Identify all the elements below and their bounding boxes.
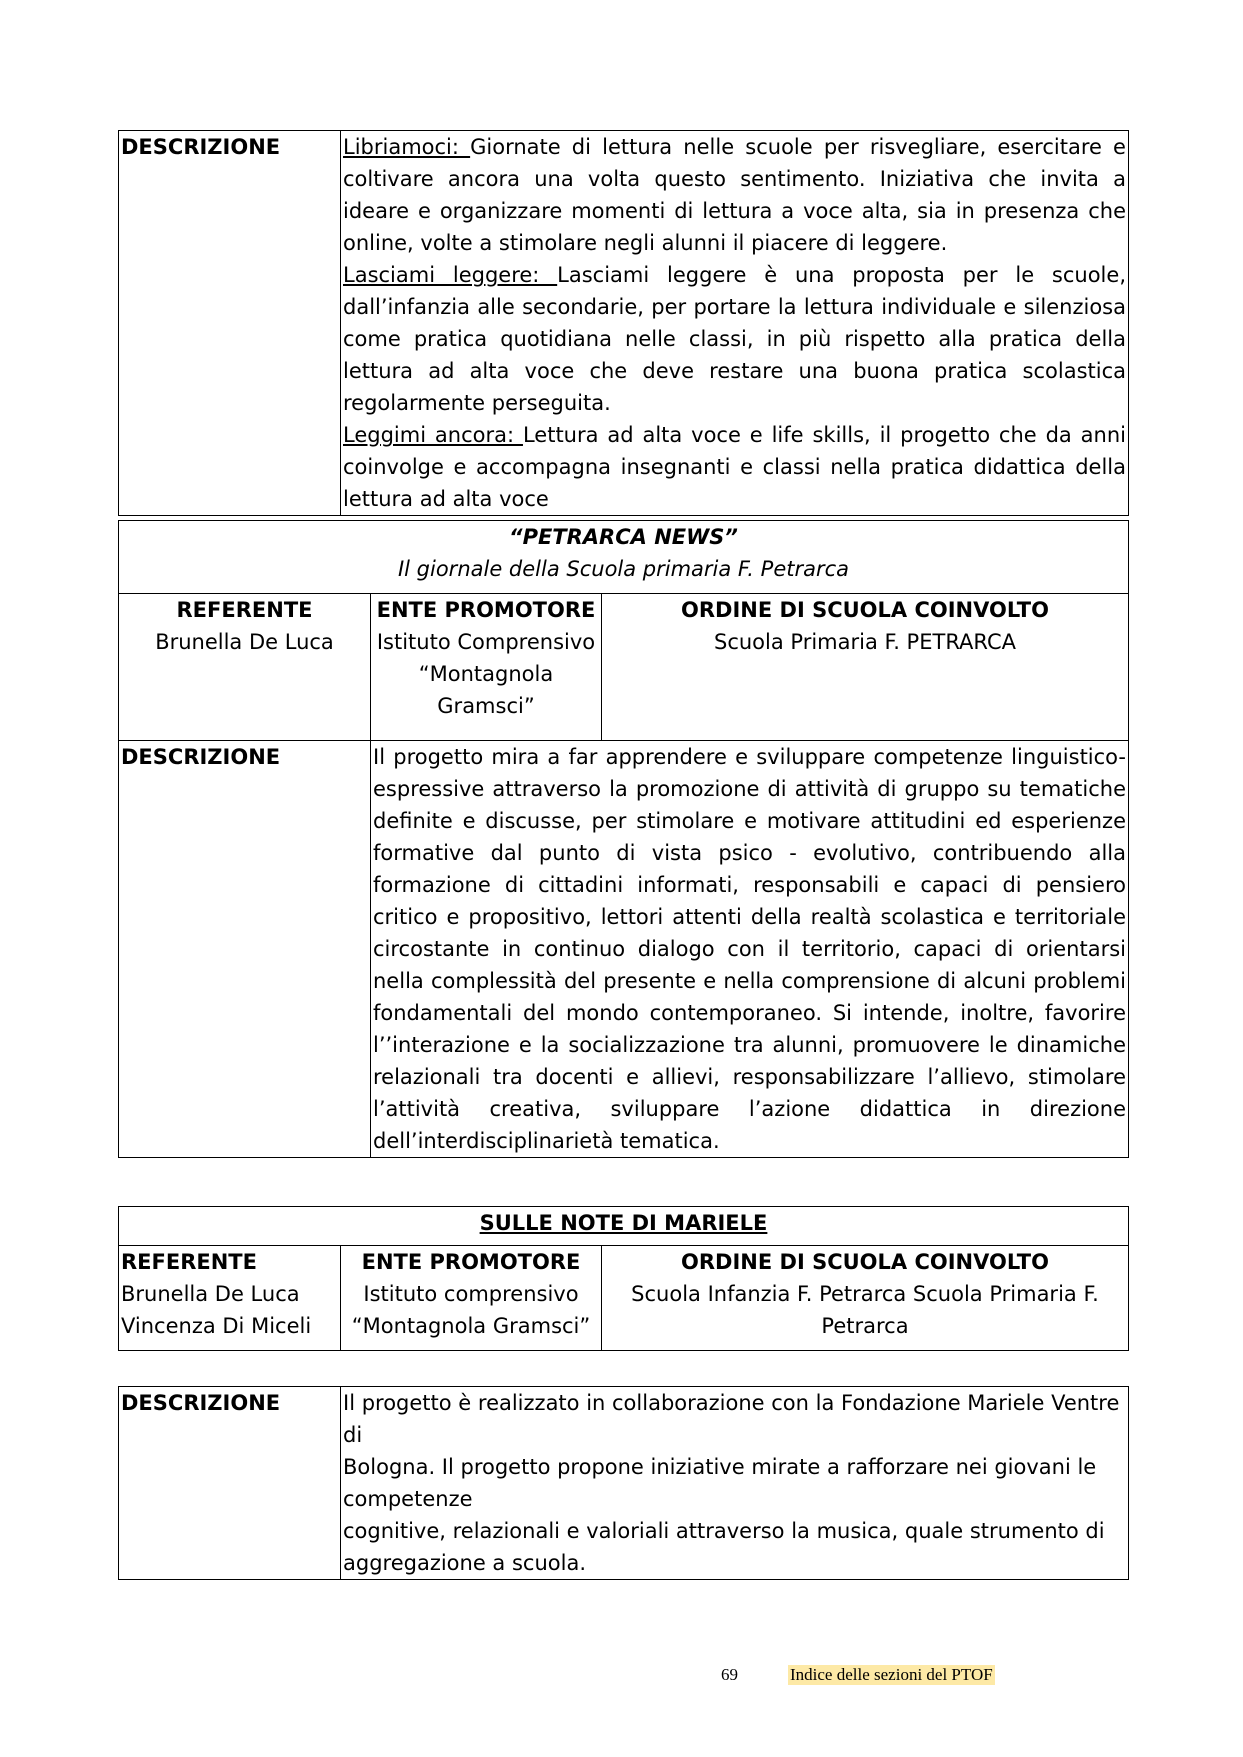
referente-header: REFERENTE xyxy=(176,598,313,622)
ordine-scuola-cell xyxy=(602,594,1129,741)
referente-name: Brunella De Luca xyxy=(155,630,334,654)
ente-promotore-header: ENTE PROMOTORE xyxy=(361,1250,581,1274)
project-title-cell xyxy=(119,1207,1129,1246)
ente-promotore-cell xyxy=(371,594,602,741)
ente-promotore-header: ENTE PROMOTORE xyxy=(376,598,596,622)
ordine-scuola-cell xyxy=(602,1246,1129,1351)
description-line: Bologna. Il progetto propone iniziative mirate a rafforzare nei giovani le xyxy=(343,1455,1097,1479)
descrizione-table-letture xyxy=(118,130,1129,516)
ente-line-2: “Montagnola Gramsci” xyxy=(418,662,554,718)
ordine-scuola-value: Scuola Primaria F. PETRARCA xyxy=(713,630,1016,654)
referente-name-2: Vincenza Di Miceli xyxy=(121,1314,312,1338)
ente-line-1: Istituto comprensivo xyxy=(363,1282,579,1306)
description-line: cognitive, relazionali e valoriali attraverso la musica, quale strumento di xyxy=(343,1519,1105,1543)
project-subtitle: Il giornale della Scuola primaria F. Petrarca xyxy=(397,557,850,581)
description-line: competenze xyxy=(343,1487,473,1511)
ordine-scuola-header: ORDINE DI SCUOLA COINVOLTO xyxy=(681,598,1049,622)
paragraph-lasciami-leggere xyxy=(343,259,1126,419)
leggimi-ancora-title: Leggimi ancora: xyxy=(343,423,523,447)
lasciami-leggere-text: Lasciami leggere è una proposta per le scuole, dall’infanzia alle secondarie, per portare la lettura individuale e silenziosa come pratica quotidiana nelle classi, in più rispetto alla pratica della lettura ad alta voce che deve restare una buona pratica scolastica regolarmente perseguita. xyxy=(343,263,1126,415)
libriamoci-text: Giornate di lettura nelle scuole per risvegliare, esercitare e coltivare ancora una volta questo sentimento. Iniziativa che invita a ideare e organizzare momenti di lettura a voce alta, sia in presenza che online, volte a stimolare negli alunni il piacere di leggere. xyxy=(343,135,1126,255)
project-title-cell xyxy=(119,521,1129,594)
referente-cell xyxy=(119,1246,341,1351)
descrizione-label: DESCRIZIONE xyxy=(119,131,341,516)
project-title: “PETRARCA NEWS” xyxy=(509,525,738,549)
description-line: aggregazione a scuola. xyxy=(343,1551,586,1575)
ordine-scuola-header: ORDINE DI SCUOLA COINVOLTO xyxy=(681,1250,1049,1274)
description-line: Il progetto è realizzato in collaborazione con la Fondazione Mariele Ventre di xyxy=(343,1391,1120,1447)
ente-promotore-cell xyxy=(341,1246,602,1351)
descrizione-label: DESCRIZIONE xyxy=(119,1387,341,1580)
ordine-scuola-line-1: Scuola Infanzia F. Petrarca Scuola Primaria F. xyxy=(631,1282,1099,1306)
page-number: 69 xyxy=(721,1665,738,1684)
index-link[interactable]: Indice delle sezioni del PTOF xyxy=(790,1665,993,1684)
paragraph-libriamoci xyxy=(343,131,1126,259)
descrizione-content xyxy=(341,1387,1129,1580)
referente-name-1: Brunella De Luca xyxy=(121,1282,300,1306)
referente-header: REFERENTE xyxy=(121,1250,257,1274)
sulle-note-di-mariele-table xyxy=(118,1206,1129,1351)
leggimi-ancora-text: Lettura ad alta voce e life skills, il progetto che da anni coinvolge e accompagna insegnanti e classi nella pratica didattica della lettura ad alta voce xyxy=(343,423,1126,511)
descrizione-table-mariele xyxy=(118,1386,1129,1580)
petrarca-news-table xyxy=(118,520,1129,1158)
libriamoci-title: Libriamoci: xyxy=(343,135,471,159)
referente-cell xyxy=(119,594,371,741)
descrizione-label: DESCRIZIONE xyxy=(119,741,371,1158)
descrizione-content xyxy=(341,131,1129,516)
ente-line-1: Istituto Comprensivo xyxy=(376,630,596,654)
descrizione-content: Il progetto mira a far apprendere e sviluppare competenze linguistico-espressive attraverso la promozione di attività di gruppo su tematiche definite e discusse, per stimolare e motivare attitudini ed esperienze formative dal punto di vista psico - evolutivo, contribuendo alla formazione di cittadini informati, responsabili e capaci di pensiero critico e propositivo, lettori attenti della realtà scolastica e territoriale circostante in continuo dialogo con il territorio, capaci di orientarsi nella complessità del presente e nella comprensione di alcuni problemi fondamentali del mondo contemporaneo. Si intende, inoltre, favorire l’’interazione e la socializzazione tra alunni, promuovere le dinamiche relazionali tra docenti e allievi, responsabilizzare l’allievo, stimolare l’attività creativa, sviluppare l’azione didattica in direzione dell’interdisciplinarietà tematica. xyxy=(371,741,1129,1158)
ente-line-2: “Montagnola Gramsci” xyxy=(351,1314,591,1338)
ordine-scuola-line-2: Petrarca xyxy=(821,1314,909,1338)
project-title: SULLE NOTE DI MARIELE xyxy=(479,1211,768,1235)
paragraph-leggimi-ancora xyxy=(343,419,1126,515)
lasciami-leggere-title: Lasciami leggere: xyxy=(343,263,558,287)
